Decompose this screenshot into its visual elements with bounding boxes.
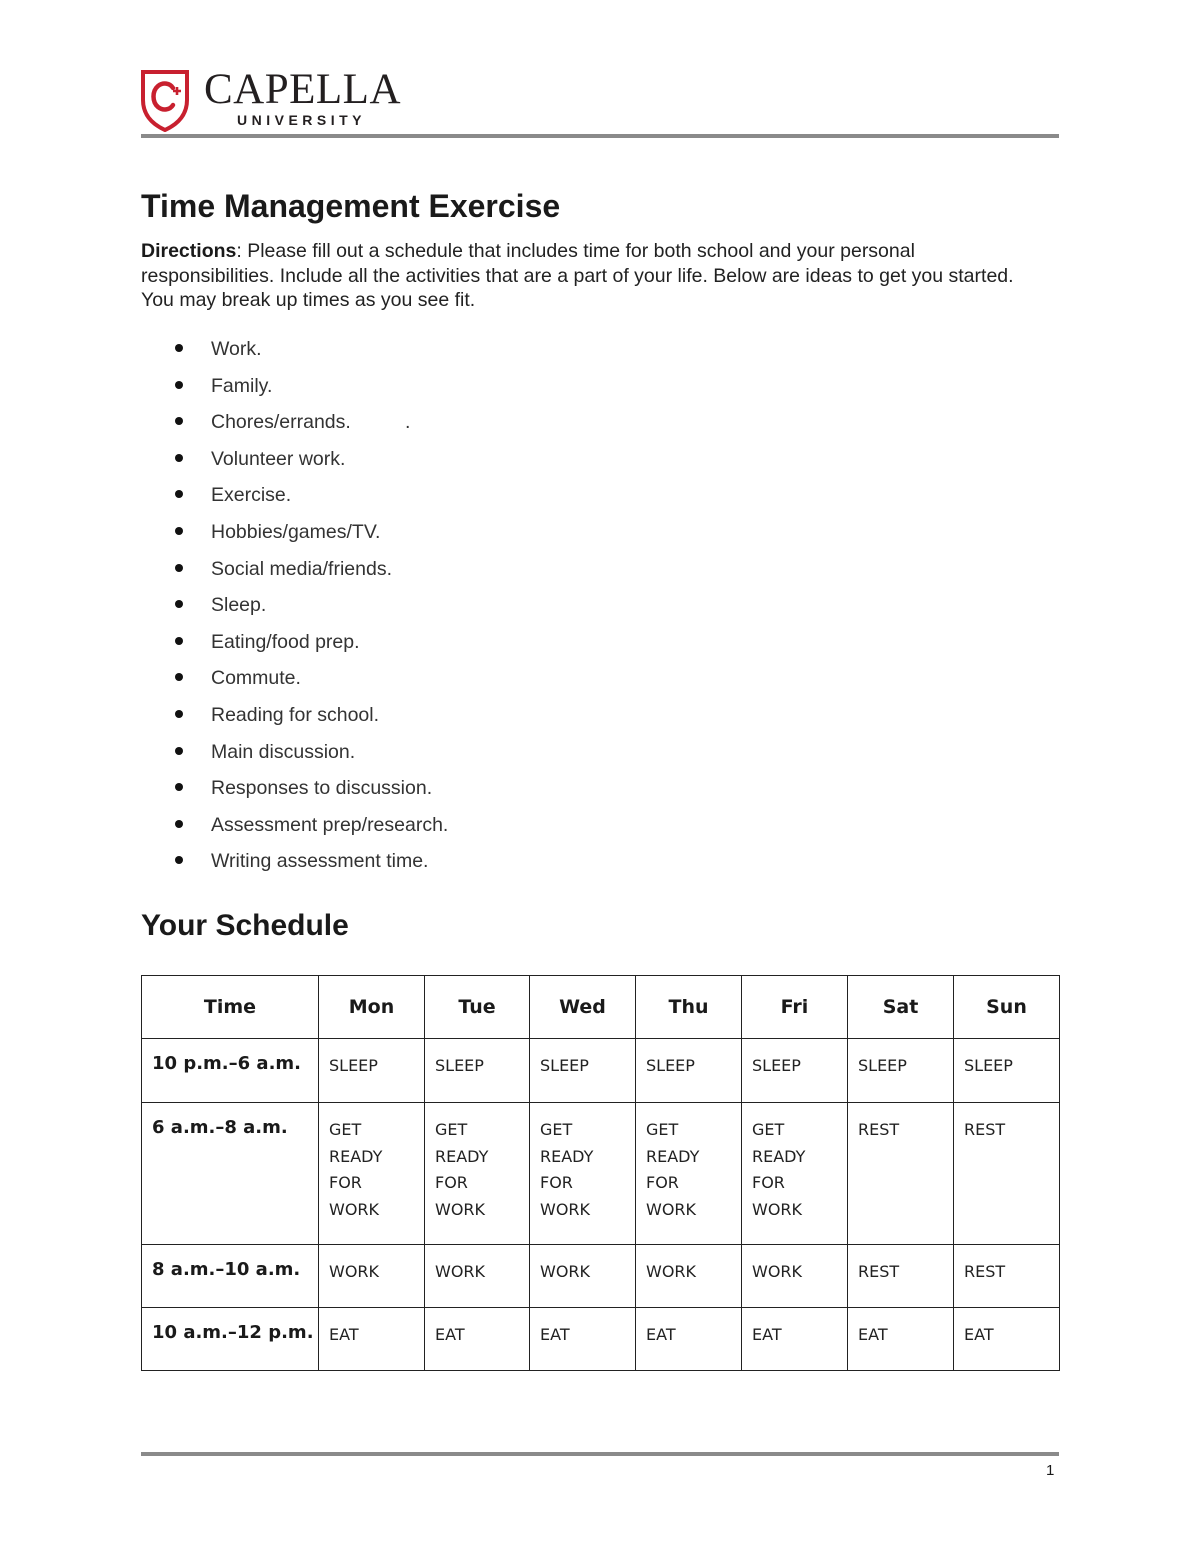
- activity-cell: REST: [954, 1245, 1060, 1308]
- page-number: 1: [1046, 1462, 1055, 1479]
- list-item-text: Family.: [211, 374, 273, 397]
- directions-text: : Please fill out a schedule that includes time for both school and your personal responsibilities. Include all the activities that are a part of your life. Below are ideas to get you started. You may break up times as you see fit.: [141, 240, 1014, 311]
- activity-cell: GET READY FOR WORK: [425, 1103, 530, 1245]
- list-item-text: Main discussion.: [211, 740, 356, 763]
- activity-cell: GET READY FOR WORK: [636, 1103, 742, 1245]
- activity-cell: EAT: [319, 1308, 425, 1371]
- schedule-table: [141, 975, 1060, 1371]
- list-item: [141, 410, 448, 447]
- schedule-heading: Your Schedule: [141, 909, 349, 942]
- bullet-icon: [175, 381, 183, 389]
- activity-cell: REST: [848, 1245, 954, 1308]
- bullet-icon: [175, 417, 183, 425]
- activity-cell: WORK: [636, 1245, 742, 1308]
- activity-cell: SLEEP: [848, 1039, 954, 1103]
- header-divider: [141, 134, 1059, 138]
- list-item-text: Work.: [211, 338, 262, 360]
- column-header-fri: Fri: [742, 976, 848, 1039]
- logo-wordmark: CAPELLA: [204, 66, 401, 113]
- list-item: [141, 447, 448, 484]
- list-item: [141, 703, 448, 740]
- list-item-text: Writing assessment time.: [211, 850, 429, 873]
- list-item: [141, 813, 448, 850]
- bullet-icon: [175, 783, 183, 791]
- list-item: [141, 740, 448, 777]
- column-header-sat: Sat: [848, 976, 954, 1039]
- time-cell: 6 a.m.–8 a.m.: [142, 1103, 319, 1245]
- bullet-icon: [175, 673, 183, 681]
- table-row: [142, 1308, 1060, 1371]
- footer-divider: [141, 1452, 1059, 1456]
- column-header-sun: Sun: [954, 976, 1060, 1039]
- list-item: [141, 557, 448, 594]
- capella-logo: [140, 68, 440, 132]
- table-row: [142, 1245, 1060, 1308]
- activity-cell: EAT: [848, 1308, 954, 1371]
- list-item-text: Assessment prep/research.: [211, 813, 449, 836]
- column-header-tue: Tue: [425, 976, 530, 1039]
- list-item: [141, 849, 448, 886]
- table-row: [142, 1103, 1060, 1245]
- list-item: [141, 374, 448, 411]
- bullet-icon: [175, 564, 183, 572]
- activity-cell: WORK: [319, 1245, 425, 1308]
- logo-subtitle: UNIVERSITY: [237, 112, 367, 128]
- directions-paragraph: [141, 239, 1046, 313]
- activity-cell: SLEEP: [742, 1039, 848, 1103]
- activity-cell: WORK: [425, 1245, 530, 1308]
- list-item: [141, 483, 448, 520]
- list-item-text: Volunteer work.: [211, 447, 346, 470]
- activity-cell: EAT: [425, 1308, 530, 1371]
- time-cell: 8 a.m.–10 a.m.: [142, 1245, 319, 1308]
- list-item: [141, 593, 448, 630]
- bullet-icon: [175, 637, 183, 645]
- column-header-mon: Mon: [319, 976, 425, 1039]
- list-item-text: Hobbies/games/TV.: [211, 520, 381, 543]
- activity-cell: SLEEP: [425, 1039, 530, 1103]
- activity-cell: GET READY FOR WORK: [742, 1103, 848, 1245]
- list-item: [141, 337, 448, 374]
- bullet-icon: [175, 710, 183, 718]
- list-item-text: Commute.: [211, 667, 301, 690]
- bullet-icon: [175, 344, 183, 352]
- table-row: [142, 1039, 1060, 1103]
- list-item: [141, 520, 448, 557]
- column-header-time: Time: [142, 976, 319, 1039]
- activity-cell: EAT: [742, 1308, 848, 1371]
- list-item: [141, 666, 448, 703]
- list-item-text: Reading for school.: [211, 703, 380, 726]
- list-item-text: Sleep.: [211, 594, 267, 617]
- activity-cell: WORK: [530, 1245, 636, 1308]
- shield-icon: [140, 68, 190, 132]
- column-header-wed: Wed: [530, 976, 636, 1039]
- time-cell: 10 a.m.–12 p.m.: [142, 1308, 319, 1371]
- list-item: [141, 630, 448, 667]
- activity-cell: EAT: [954, 1308, 1060, 1371]
- bullet-icon: [175, 527, 183, 535]
- activity-ideas-list: [141, 337, 448, 886]
- bullet-icon: [175, 454, 183, 462]
- activity-cell: SLEEP: [530, 1039, 636, 1103]
- directions-label: Directions: [141, 240, 237, 262]
- activity-cell: REST: [848, 1103, 954, 1245]
- activity-cell: GET READY FOR WORK: [530, 1103, 636, 1245]
- activity-cell: EAT: [530, 1308, 636, 1371]
- list-item-text: Responses to discussion.: [211, 777, 433, 800]
- time-cell: 10 p.m.–6 a.m.: [142, 1039, 319, 1103]
- activity-cell: SLEEP: [636, 1039, 742, 1103]
- list-item-text: Social media/friends.: [211, 557, 393, 580]
- list-item-text: Eating/food prep.: [211, 630, 360, 653]
- list-item-text: Chores/errands. .: [211, 411, 411, 434]
- bullet-icon: [175, 747, 183, 755]
- list-item-text: Exercise.: [211, 484, 292, 507]
- table-header-row: [142, 976, 1060, 1039]
- column-header-thu: Thu: [636, 976, 742, 1039]
- bullet-icon: [175, 820, 183, 828]
- activity-cell: REST: [954, 1103, 1060, 1245]
- bullet-icon: [175, 490, 183, 498]
- list-item: [141, 776, 448, 813]
- bullet-icon: [175, 600, 183, 608]
- bullet-icon: [175, 856, 183, 864]
- activity-cell: GET READY FOR WORK: [319, 1103, 425, 1245]
- activity-cell: SLEEP: [954, 1039, 1060, 1103]
- document-title: Time Management Exercise: [141, 188, 561, 224]
- activity-cell: EAT: [636, 1308, 742, 1371]
- activity-cell: WORK: [742, 1245, 848, 1308]
- activity-cell: SLEEP: [319, 1039, 425, 1103]
